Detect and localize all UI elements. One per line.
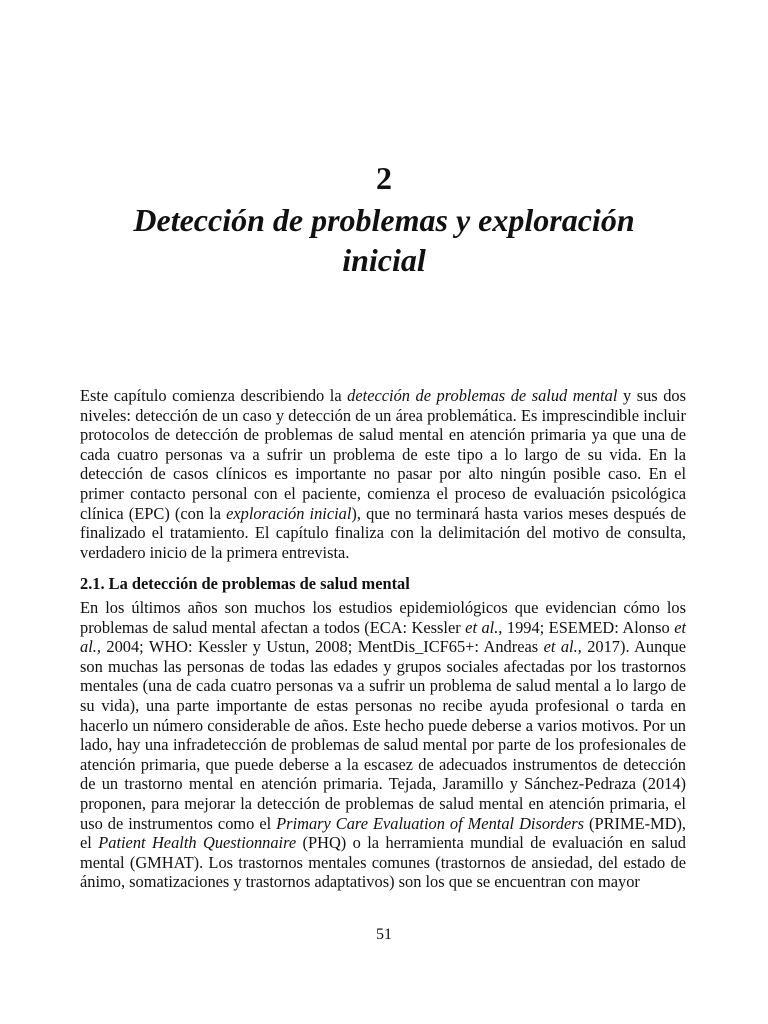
chapter-title: Detección de problemas y exploración inicial	[133, 202, 635, 278]
section-text: (PRIME-MD), el	[80, 813, 687, 853]
section-text: (PHQ) o la herramienta mundial de evaluación en salud mental (GMHAT). Los trastornos mentales comunes (trastornos de ansiedad, del estado de ánimo, somatizaciones y trastornos adaptativos) son los que se encuentran con mayor	[80, 833, 686, 892]
section-paragraph	[80, 598, 686, 892]
intro-text: y sus dos niveles: detección de un caso y detección de un área problemática. Es imprescindible incluir protocolos de detección de problemas de salud mental en atención primaria ya que una de cada cuatro personas va a sufrir un problema de este tipo a lo largo de su vida. En la detección de casos clínicos es importante no pasar por alto ningún posible caso. En el primer contacto personal con el paciente, comienza el proceso de evaluación psicológica clínica (EPC) (con la	[80, 386, 687, 523]
section-emphasis: Primary Care Evaluation of Mental Disorders	[276, 813, 585, 833]
section-text: 1994; ESEMED: Alonso	[502, 617, 675, 637]
section-emphasis: Patient Health Questionnaire	[98, 833, 297, 853]
section-emphasis: et al.,	[543, 637, 582, 657]
intro-emphasis: detección de problemas de salud mental	[347, 386, 618, 405]
section-text: En los últimos años son muchos los estudios epidemiológicos que evidencian cómo los problemas de salud mental afectan a todos (ECA: Kessler	[80, 598, 686, 637]
page-number: 51	[376, 926, 392, 943]
intro-text: ), que no terminará hasta varios meses después de finalizado el tratamiento. El capítulo finaliza con la delimitación del motivo de consulta, verdadero inicio de la primera entrevista.	[80, 503, 686, 562]
intro-paragraph	[80, 386, 686, 562]
intro-text: Este capítulo comienza describiendo la	[80, 386, 348, 405]
section-emphasis: et al.,	[465, 617, 503, 637]
section-emphasis: et al.,	[80, 617, 687, 657]
section-text: 2004; WHO: Kessler y Ustun, 2008; MentDis_ICF65+: Andreas	[100, 637, 544, 657]
chapter-number: 2	[376, 160, 392, 196]
section-text: 2017). Aunque son muchas las personas de todas las edades y grupos sociales afectadas por los trastornos mentales (una de cada cuatro personas va a sufrir un problema de salud mental a lo largo de su vida), una parte importante de estas personas no recibe ayuda profesional o tarda en hacerlo un número considerable de años. Este hecho puede deberse a varios motivos. Por un lado, hay una infradetección de problemas de salud mental por parte de los profesionales de atención primaria, que puede deberse a la escasez de adecuados instrumentos de detección de un trastorno mental en atención primaria. Tejada, Jaramillo y Sánchez-Pedraza (2014) proponen, para mejorar la detección de problemas de salud mental en atención primaria, el uso de instrumentos como el	[80, 637, 686, 833]
section-heading: 2.1. La detección de problemas de salud mental	[80, 574, 410, 593]
intro-emphasis: exploración inicial	[226, 503, 352, 523]
